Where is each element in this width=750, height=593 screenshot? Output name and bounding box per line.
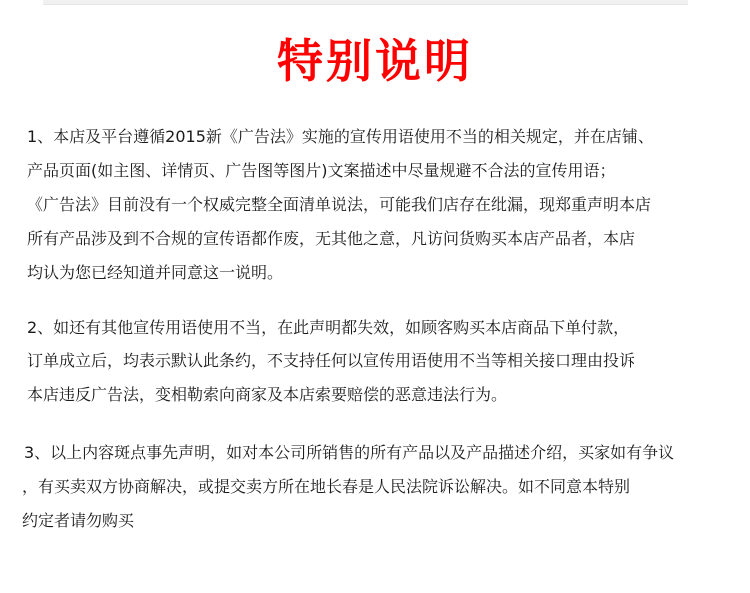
top-divider <box>43 0 688 5</box>
paragraph-1-line-3: 《广告法》目前没有一个权威完整全面清单说法，可能我们店存在纰漏，现郑重声明本店 <box>27 195 652 214</box>
paragraph-1-line-4: 所有产品涉及到不合规的宣传语都作废，无其他之意，凡访问货购买本店产品者，本店 <box>27 229 636 248</box>
paragraph-1-line-5: 均认为您已经知道并同意这一说明。 <box>27 263 284 282</box>
paragraph-2-line-2: 订单成立后，均表示默认此条约，不支持任何以宣传用语使用不当等相关接口理由投诉 <box>27 351 636 370</box>
paragraph-3-line-3: 约定者请勿购买 <box>22 511 135 530</box>
paragraph-1-line-2: 产品页面(如主图、详情页、广告图等图片)文案描述中尽量规避不合法的宣传用语； <box>27 161 616 180</box>
paragraph-3-line-2: ，有买卖双方协商解决，或提交卖方所在地长春是人民法院诉讼解决。如不同意本特别 <box>22 477 631 496</box>
notice-title: 特别说明 <box>277 34 473 88</box>
paragraph-2-line-1: 2、如还有其他宣传用语使用不当，在此声明都失效，如顾客购买本店商品下单付款， <box>27 318 630 337</box>
paragraph-1-line-1: 1、本店及平台遵循2015新《广告法》实施的宣传用语使用不当的相关规定，并在店铺、 <box>27 127 654 146</box>
paragraph-2-line-3: 本店违反广告法，变相勒索向商家及本店索要赔偿的恶意违法行为。 <box>27 385 508 404</box>
paragraph-3-line-1: 3、以上内容斑点事先声明，如对本公司所销售的所有产品以及产品描述介绍，买家如有争议 <box>24 443 675 462</box>
